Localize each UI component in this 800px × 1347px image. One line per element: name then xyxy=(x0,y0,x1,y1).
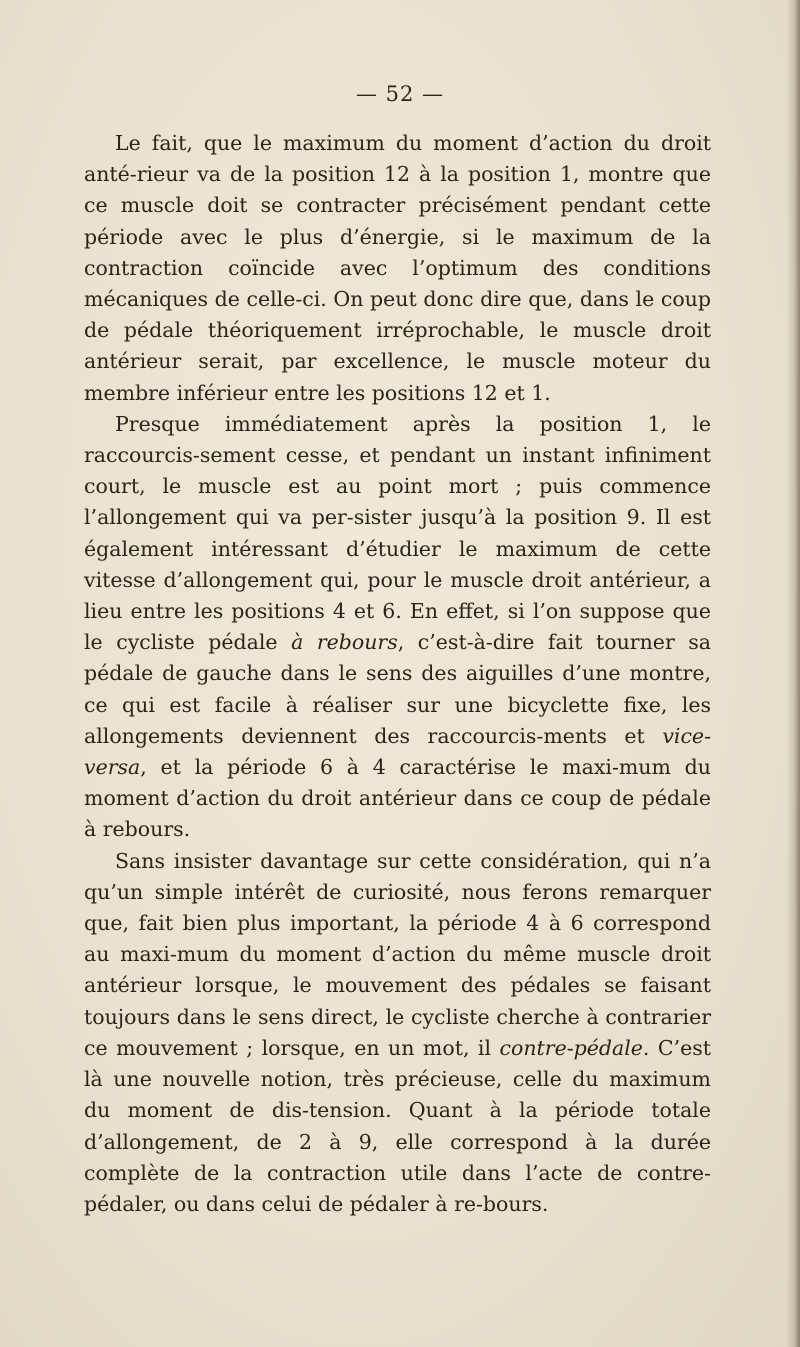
paragraph-1-text: Le fait, que le maximum du moment d’action du droit anté-rieur va de la position 12 à la position 1, montre que ce muscle doit se contracter précisément pendant cette période avec le plus d’énergie, si le maximum de la contraction coïncide avec l’optimum des conditions mécaniques de celle-ci. On peut donc dire que, dans le coup de pédale théoriquement irréprochable, le muscle droit antérieur serait, par excellence, le muscle moteur du membre inférieur entre les positions 12 et 1. xyxy=(84,131,711,405)
paragraph-1 xyxy=(84,128,711,409)
page-edge-shadow xyxy=(786,0,800,1347)
paragraph-2-text-b: , c’est-à-dire fait tourner sa pédale de gauche dans le sens des aiguilles d’une montre, ce qui est facile à réaliser sur une bicyclette fixe, les allongements deviennent des raccourcis-ments et xyxy=(84,630,711,748)
paragraph-2-italic-vice-versa: vice-versa xyxy=(84,723,711,780)
paragraph-2-text-c: , et la période 6 à 4 caractérise le maxi-mum du moment d’action du droit antérieur dans ce coup de pédale à rebours. xyxy=(84,755,711,842)
paragraph-2 xyxy=(84,409,711,846)
paragraph-3-text-b: . C’est là une nouvelle notion, très précieuse, celle du maximum du moment de dis-tension. Quant à la période totale d’allongement, de 2 à 9, elle correspond à la durée complète de la contraction utile dans l’acte de contre-pédaler, ou dans celui de pédaler à re-bours. xyxy=(84,1035,711,1216)
paragraph-3-text-a: Sans insister davantage sur cette considération, qui n’a qu’un simple intérêt de curiosité, nous ferons remarquer que, fait bien plus important, la période 4 à 6 correspond au maxi-mum du moment d’action du même muscle droit antérieur lorsque, le mouvement des pédales se faisant toujours dans le sens direct, le cycliste cherche à contrarier ce mouvement ; lorsque, en un mot, il xyxy=(84,848,711,1060)
paragraph-3-italic-contre-pedale: contre-pédale xyxy=(499,1035,643,1060)
paragraph-2-italic-a-rebours: à rebours xyxy=(291,630,398,655)
paragraph-3 xyxy=(84,846,711,1220)
body-text xyxy=(84,128,711,1220)
page-number: — 52 — xyxy=(355,82,445,106)
paragraph-2-text-a: Presque immédiatement après la position 1, le raccourcis-sement cesse, et pendant un instant infiniment court, le muscle est au point mort ; puis commence l’allongement qui va per-sister jusqu’à la position 9. Il est également intéressant d’étudier le maximum de cette vitesse d’allongement qui, pour le muscle droit antérieur, a lieu entre les positions 4 et 6. En effet, si l’on suppose que le cycliste pédale xyxy=(84,411,711,655)
